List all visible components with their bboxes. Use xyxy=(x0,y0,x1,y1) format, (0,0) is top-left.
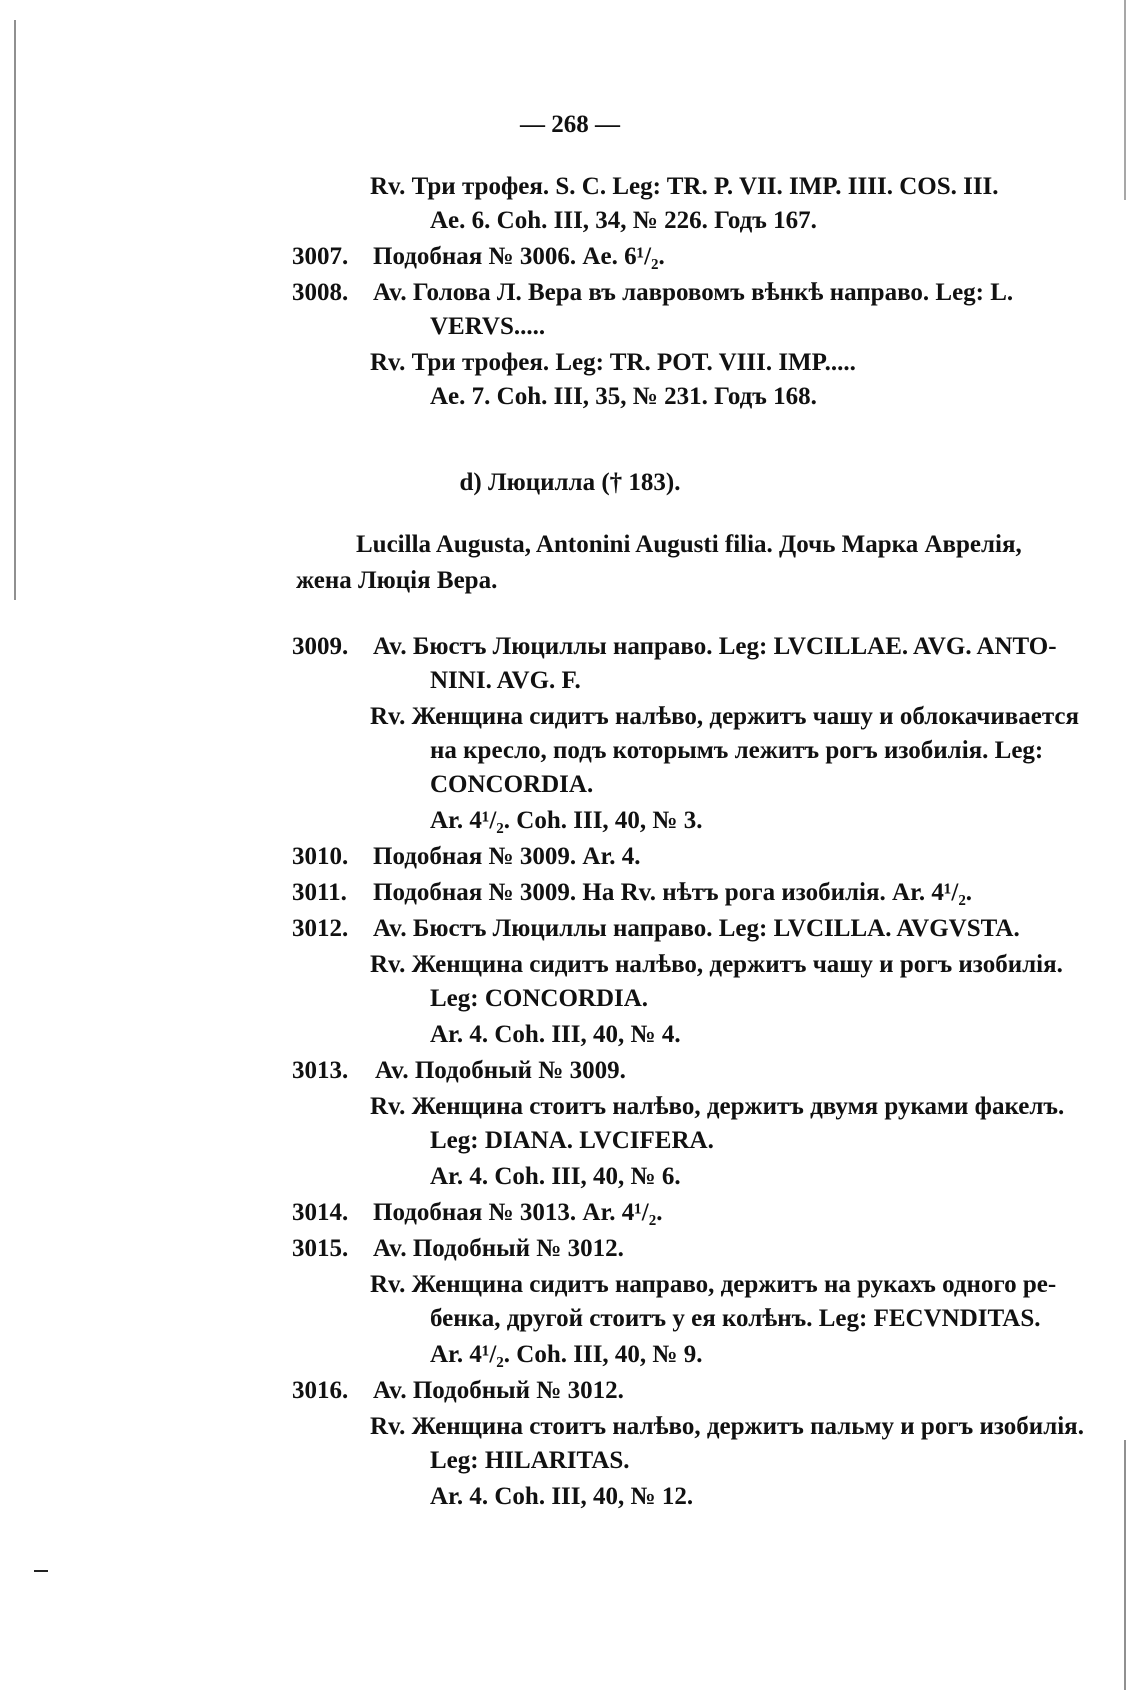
entry-3013-reverse-line: Rv. Женщина стоитъ налѣво, держитъ двумя руками факелъ. xyxy=(370,1093,1065,1120)
entry-number-3016: 3016. xyxy=(292,1377,349,1404)
entry-3007-line: Подобная № 3006. Ae. 6¹/₂. xyxy=(373,243,665,270)
left-margin-tick xyxy=(34,1570,48,1572)
entry-number-3014: 3014. xyxy=(292,1199,349,1226)
entry-3013-ref-line: Ar. 4. Coh. III, 40, № 6. xyxy=(430,1163,681,1190)
entry-3016-reverse-line: Rv. Женщина стоитъ налѣво, держитъ пальму и рогъ изобилія. xyxy=(370,1413,1084,1440)
right-scan-edge-mark xyxy=(1124,0,1126,200)
left-scan-edge-mark xyxy=(14,20,16,600)
entry-3009-obverse-line: Av. Бюстъ Люциллы направо. Leg: LVCILLAE. AVG. ANTO- xyxy=(373,633,1057,660)
entry-3012-legend: Leg: CONCORDIA. xyxy=(430,985,649,1012)
section-intro-line-1: Lucilla Augusta, Antonini Augusti filia. Дочь Марка Аврелія, xyxy=(356,531,1022,558)
entry-3008-obverse-line: Av. Голова Л. Вера въ лавровомъ вѣнкѣ направо. Leg: L. xyxy=(373,279,1014,306)
entry-3012-reverse-line: Rv. Женщина сидитъ налѣво, держитъ чашу и рогъ изобилія. xyxy=(370,951,1063,978)
entry-3013-obverse-line: Av. Подобный № 3009. xyxy=(375,1057,626,1084)
entry-3009-legend: CONCORDIA. xyxy=(430,771,594,798)
entry-number-3011: 3011. xyxy=(292,879,347,906)
entry-number-3013: 3013. xyxy=(292,1057,349,1084)
entry-3010-line: Подобная № 3009. Ar. 4. xyxy=(373,843,641,870)
entry-3011-line: Подобная № 3009. На Rv. нѣтъ рога изобилія. Ar. 4¹/₂. xyxy=(373,879,973,906)
entry-3015-reverse-line: Rv. Женщина сидитъ направо, держитъ на рукахъ одного ре- xyxy=(370,1271,1057,1298)
entry-3008-obverse-cont: VERVS..... xyxy=(430,313,546,340)
entry-3013-legend: Leg: DIANA. LVCIFERA. xyxy=(430,1127,714,1154)
entry-3015-obverse-line: Av. Подобный № 3012. xyxy=(373,1235,624,1262)
entry-3014-line: Подобная № 3013. Ar. 4¹/₂. xyxy=(373,1199,663,1226)
entry-3015-reverse-cont: бенка, другой стоитъ у ея колѣнъ. Leg: FECVNDITAS. xyxy=(430,1305,1041,1332)
entry-3012-ref-line: Ar. 4. Coh. III, 40, № 4. xyxy=(430,1021,681,1048)
entry-3009-reverse-line: Rv. Женщина сидитъ налѣво, держитъ чашу и облокачивается xyxy=(370,703,1080,730)
entry-3006-reverse-line: Rv. Три трофея. S. C. Leg: TR. P. VII. IMP. IIII. COS. III. xyxy=(370,173,999,200)
entry-3015-ref-line: Ar. 4¹/₂. Coh. III, 40, № 9. xyxy=(430,1341,703,1368)
entry-3016-ref-line: Ar. 4. Coh. III, 40, № 12. xyxy=(430,1483,694,1510)
entry-number-3012: 3012. xyxy=(292,915,349,942)
entry-number-3009: 3009. xyxy=(292,633,349,660)
entry-3009-ref-line: Ar. 4¹/₂. Coh. III, 40, № 3. xyxy=(430,807,703,834)
entry-3012-obverse-line: Av. Бюстъ Люциллы направо. Leg: LVCILLA. AVGVSTA. xyxy=(373,915,1020,942)
entry-3008-ref-line: Ae. 7. Coh. III, 35, № 231. Годъ 168. xyxy=(430,383,817,410)
entry-3008-reverse-line: Rv. Три трофея. Leg: TR. POT. VIII. IMP..... xyxy=(370,349,856,376)
entry-number-3008: 3008. xyxy=(292,279,349,306)
entry-3016-legend: Leg: HILARITAS. xyxy=(430,1447,630,1474)
section-intro-line-2: жена Люція Вера. xyxy=(296,567,498,594)
right-scan-edge-mark-bottom xyxy=(1124,1440,1126,1690)
entry-3009-reverse-cont: на кресло, подъ которымъ лежитъ рогъ изобилія. Leg: xyxy=(430,737,1044,764)
entry-3016-obverse-line: Av. Подобный № 3012. xyxy=(373,1377,624,1404)
page-number: — 268 — xyxy=(520,111,620,138)
section-heading: d) Люцилла († 183). xyxy=(459,469,681,496)
entry-number-3007: 3007. xyxy=(292,243,349,270)
entry-number-3015: 3015. xyxy=(292,1235,349,1262)
entry-3006-ref-line: Ae. 6. Coh. III, 34, № 226. Годъ 167. xyxy=(430,207,817,234)
entry-3009-obverse-cont: NINI. AVG. F. xyxy=(430,667,581,694)
entry-number-3010: 3010. xyxy=(292,843,349,870)
